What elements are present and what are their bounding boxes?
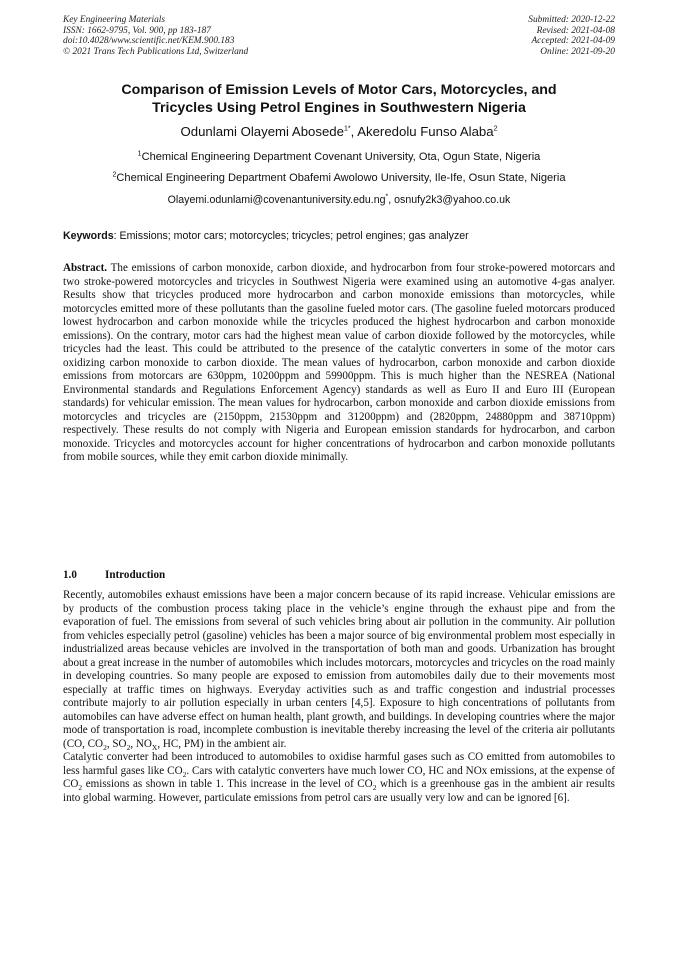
- date-accepted: Accepted: 2021-04-09: [531, 36, 615, 46]
- subscript: 2: [126, 742, 131, 752]
- affiliation-1: [63, 150, 615, 164]
- subscript: 2: [103, 742, 107, 752]
- paragraph-text: Catalytic converter had been introduced to automobiles to oxidise harmful gases such as CO emitted from automobiles to less harmful gases like CO: [63, 751, 615, 777]
- journal-issn: ISSN: 1662-9795, Vol. 900, pp 183-187: [63, 25, 211, 36]
- author-list: [63, 123, 615, 140]
- journal-header-left: [63, 15, 248, 57]
- title-line-1: Comparison of Emission Levels of Motor Cars, Motorcycles, and: [121, 82, 557, 98]
- subscript: 2: [78, 783, 83, 793]
- journal-copyright: © 2021 Trans Tech Publications Ltd, Switzerland: [63, 46, 249, 57]
- author-emails: [63, 193, 615, 207]
- affiliation-mark: 2: [112, 171, 117, 179]
- paper-title: [63, 81, 615, 117]
- author-affiliation-mark: 2: [493, 125, 498, 133]
- affiliation-text: Chemical Engineering Department Obafemi Awolowo University, Ile-Ife, Osun State, Nigeria: [116, 172, 566, 184]
- paragraph: [63, 589, 615, 751]
- corresponding-mark: *: [385, 193, 389, 201]
- title-line-2: Tricycles Using Petrol Engines in Southwestern Nigeria: [152, 100, 526, 116]
- paragraph-text: which is a greenhouse gas in the ambient air results into global warming. However, particulate emissions from petrol cars are usually very low and can be ignored [6].: [63, 778, 615, 804]
- author-affiliation-mark: 1*: [343, 125, 351, 133]
- affiliation-mark: 1: [137, 150, 142, 158]
- section-number: 1.0: [63, 569, 77, 581]
- date-online: Online: 2021-09-20: [540, 46, 615, 57]
- subscript: X: [151, 742, 158, 752]
- paragraph-text: , HC, PM) in the ambient air.: [157, 737, 287, 750]
- date-revised: Revised: 2021-04-08: [536, 25, 615, 36]
- affiliation-2: [63, 171, 615, 185]
- email-link[interactable]: , osnufy2k3@yahoo.co.uk: [388, 194, 511, 206]
- keywords: [63, 229, 615, 243]
- journal-header-right: [528, 15, 615, 57]
- affiliation-text: Chemical Engineering Department Covenant University, Ota, Ogun State, Nigeria: [141, 151, 541, 163]
- author-name: Akeredolu Funso Alaba: [357, 124, 494, 139]
- paragraph-text: Recently, automobiles exhaust emissions have been a major concern because of its rapid increase. Vehicular emissions are by products of the combustion process taking place in the vehicle’s engine through the exhaust pipe and from the evaporation of fuel. The emissions from several of such vehicles bring about air pollution in the community. Air pollution from vehicles especially petrol (gasoline) vehicles has been a major source of big environmental problem most especially in industrialized areas because vehicles are involved in the transportation of both man and goods. Urbanization has brought about a great increase in the number of automobiles which includes motorcars, motorcycles and tricycles on the road mainly in developing countries. So many people are exposed to emission from automobiles daily due to their movements most especially at traffic times on highways. Everyday activities such as and traffic congestion and industrial processes contribute majorly to air pollution especially in urban centers [4,5]. Exposure to high concentrations of pollutants from automobiles can have adverse effect on human health, plant growth, and buildings. In developing countries where the major mode of transportation is road, incomplete combustion is inevitable thereby increasing the level of the criteria air pollutants (CO, CO: [63, 589, 615, 750]
- paragraph-text: emissions as shown in table 1. This increase in the level of CO: [82, 778, 373, 790]
- keywords-label: Keywords: [63, 230, 114, 242]
- journal-doi: doi:10.4028/www.scientific.net/KEM.900.183: [63, 36, 235, 46]
- keywords-text: : Emissions; motor cars; motorcycles; tricycles; petrol engines; gas analyzer: [113, 230, 469, 242]
- paragraph-text: , NO: [130, 737, 152, 750]
- email-link[interactable]: Olayemi.odunlami@covenantuniversity.edu.ng: [167, 194, 386, 206]
- paragraph-text: , SO: [106, 737, 127, 750]
- abstract-label: Abstract.: [63, 262, 108, 274]
- section-heading: [63, 568, 165, 582]
- author-name: Odunlami Olayemi Abosede: [180, 124, 344, 139]
- subscript: 2: [372, 783, 377, 793]
- section-title: Introduction: [105, 569, 166, 581]
- abstract-text: The emissions of carbon monoxide, carbon dioxide, and hydrocarbon from four stroke-powered motorcars and two stroke-powered motorcycles and tricycles in Southwest Nigeria were examined using an automotive 4-gas analyer. Results show that tricycles produced more hydrocarbon and carbon monoxide emissions than motorcycles, while motorcycles emitted more of these pollutants than the gasoline fueled motor cars. (The gasoline fueled motorcars produced lowest hydrocarbon and carbon monoxide while the tricycles produced the highest hydrocarbon and carbon monoxide emissions). On the contrary, motor cars had the highest mean value of carbon dioxide followed by the motorcycles, while tricycles had the least. This could be attributed to the presence of the catalytic converters in some of the motor cars oxidizing carbon monoxide to carbon dioxide. The mean values of hydrocarbon, carbon monoxide and carbon dioxide emissions from motorcars are 630ppm, 10200ppm and 59900ppm. This is much higher than the NESREA (National Environmental standards and Regulations Enforcement Agency) standards as well as Euro II and Euro III (European standards) for vehicular emission. The mean values for hydrocarbon, carbon monoxide and carbon dioxide emissions from motorcycles and tricycles are (2150ppm, 21530ppm and 31200ppm) and (2820ppm, 24880ppm and 38710ppm) respectively. These results do not comply with Nigeria and European emission standards for hydrocarbon, and carbon monoxide. Tricycles and motorcycles account for higher concentrations of hydrocarbon and carbon monoxide pollutants from mobile sources, while they emit carbon dioxide minimally.: [63, 262, 615, 463]
- introduction-body: [63, 589, 615, 805]
- abstract: [63, 262, 615, 465]
- date-submitted: Submitted: 2020-12-22: [528, 15, 615, 25]
- journal-name: Key Engineering Materials: [63, 15, 166, 25]
- subscript: 2: [182, 769, 187, 779]
- author-separator: ,: [350, 124, 358, 139]
- paragraph: [63, 751, 615, 805]
- paragraph-text: . Cars with catalytic converters have much lower CO, HC and NOx emissions, at the expense of CO: [63, 764, 615, 790]
